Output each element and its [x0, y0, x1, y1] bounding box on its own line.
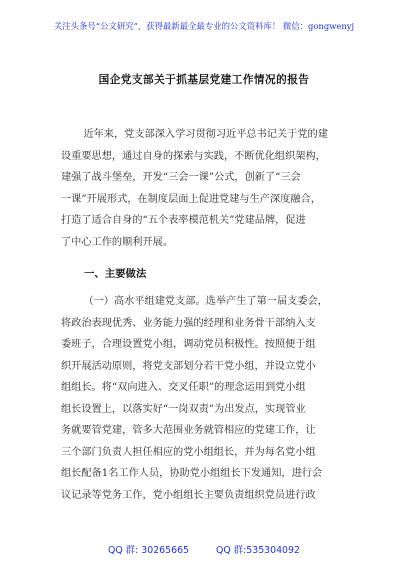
- footer-qq-group-left: QQ 群: 30265665: [108, 545, 190, 556]
- text-line: 议记录等党务工作，党小组组长主要负责组织党员进行政: [61, 489, 316, 501]
- footer-contact: [0, 542, 408, 556]
- text-line: 将政治表现优秀、业务能力强的经理和业务骨干部纳入支: [61, 317, 316, 329]
- document-title: 国企党支部关于抓基层党建工作情况的报告: [98, 74, 310, 86]
- text-line: 织开展活动原则，将党支部划分若干党小组，并设立党小: [61, 360, 316, 372]
- intro-paragraph: [61, 124, 351, 253]
- text-line: 近年来，党支部深入学习贯彻习近平总书记关于党的建: [83, 129, 328, 140]
- text-line: 务就要管党建，管多大范围业务就管相应的党建工作，让: [61, 425, 316, 436]
- text-line: 组长配备1名工作人员，协助党小组组长下发通知，进行会: [61, 468, 323, 479]
- section-heading: 一、主要做法: [84, 268, 147, 280]
- text-line: 委班子，合理设置党小组，调动党员积极性。按照便于组: [61, 339, 316, 350]
- body-paragraph: [61, 291, 351, 506]
- header-promo-text: 关注头条号“公文研究”，获得最新最全最专业的公文资料库！ 微信：gongwenyj: [53, 21, 355, 31]
- text-line: （一）高水平组建党支部。选举产生了第一届支委会，: [83, 296, 328, 307]
- text-line: 打造了适合自身的“五个表率模范机关”党建品牌，促进: [61, 215, 306, 226]
- text-line: 建强了战斗堡垒，开发“三会一课”公式，创新了“三会: [61, 172, 301, 183]
- text-line: 一课”开展形式，在制度层面上促进党建与生产深度融合，: [61, 193, 321, 205]
- text-line: 组组长。将“双向进入、交叉任职”的理念运用到党小组: [61, 382, 306, 393]
- text-line: 组长设置上，以落实好“一岗双责”为出发点，实现管业: [61, 403, 306, 415]
- footer-qq-group-right: QQ 群:535304092: [216, 545, 300, 556]
- text-line: 了中心工作的顺利开展。: [61, 236, 174, 248]
- text-line: 设重要思想，通过自身的探索与实践，不断优化组织架构，: [61, 150, 326, 162]
- text-line: 三个部门负责人担任相应的党小组组长，并为每名党小组: [61, 446, 316, 458]
